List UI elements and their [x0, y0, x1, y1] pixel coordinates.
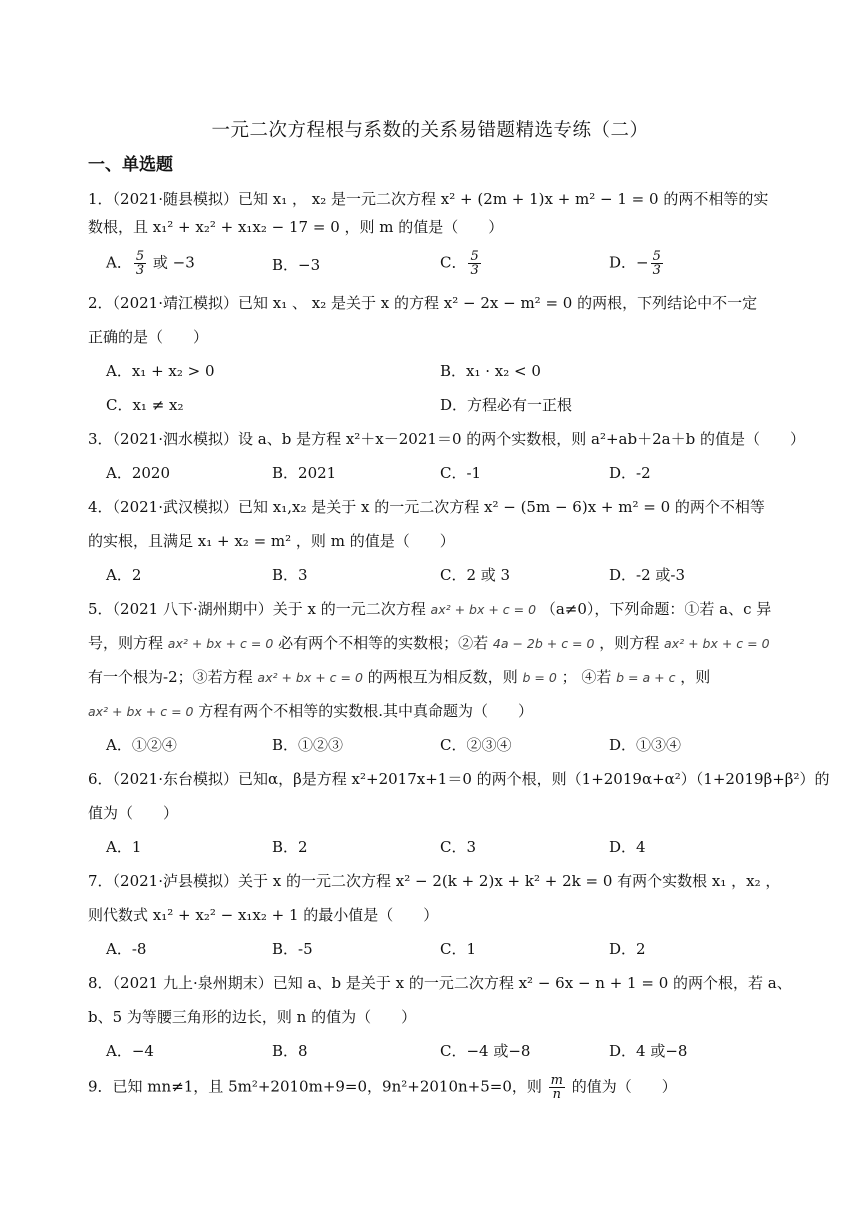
question-3-option-b[interactable]: B．2021 — [272, 464, 337, 482]
question-6-option-a[interactable]: A．1 — [106, 838, 142, 856]
fraction: $\frac{m}{n}$ — [550, 1073, 563, 1102]
question-4-option-d[interactable]: D．-2 或-3 — [609, 566, 686, 584]
question-4-option-a[interactable]: A．2 — [106, 566, 142, 584]
question-8-line-2: b、5 为等腰三角形的边长，则 n 的值为（ ） — [88, 1008, 417, 1026]
fraction: $\frac{5}{3}$ — [470, 249, 479, 278]
question-5-option-b[interactable]: B．①②③ — [272, 736, 344, 754]
question-8-option-b[interactable]: B．8 — [272, 1042, 308, 1060]
question-5-line-1: 5．（2021 八下·湖州期中）关于 x 的一元二次方程 ax² + bx + c = 0 （a≠0），下列命题：①若 a、c 异 — [88, 600, 772, 618]
question-6-option-d[interactable]: D．4 — [609, 838, 646, 856]
question-7-option-a[interactable]: A．-8 — [106, 940, 147, 958]
question-3-option-c[interactable]: C．-1 — [440, 464, 482, 482]
question-1-option-d[interactable]: D．− $\frac{5}{3}$ — [609, 249, 661, 278]
question-2-option-b[interactable]: B．x₁ · x₂ < 0 — [440, 362, 541, 380]
fraction: $\frac{5}{3}$ — [135, 249, 145, 278]
question-1-line-1: 1．（2021·随县模拟）已知 x₁ ， x₂ 是一元二次方程 x² + (2m + 1)x + m² − 1 = 0 的两不相等的实 — [88, 190, 769, 208]
question-5-option-a[interactable]: A．①②④ — [106, 736, 177, 754]
question-6-option-c[interactable]: C．3 — [440, 838, 477, 856]
question-8-option-c[interactable]: C．−4 或−8 — [440, 1042, 531, 1060]
question-7-line-1: 7．（2021·泸县模拟）关于 x 的一元二次方程 x² − 2(k + 2)x + k² + 2k = 0 有两个实数根 x₁ ，x₂ ， — [88, 872, 781, 890]
question-4-option-b[interactable]: B．3 — [272, 566, 308, 584]
question-5-line-2: 号，则方程 ax² + bx + c = 0 必有两个不相等的实数根；②若 4a − 2b + c = 0 ，则方程 ax² + bx + c = 0 — [88, 634, 770, 652]
question-4-option-c[interactable]: C．2 或 3 — [440, 566, 511, 584]
page-title: 一元二次方程根与系数的关系易错题精选专练（二） — [211, 120, 649, 141]
equation-image: ax² + bx + c = 0 — [257, 670, 363, 685]
question-2-line-2: 正确的是（ ） — [88, 328, 209, 346]
question-7-option-d[interactable]: D．2 — [609, 940, 646, 958]
question-4-line-2: 的实根，且满足 x₁ + x₂ = m² ，则 m 的值是（ ） — [88, 532, 455, 550]
question-5-option-c[interactable]: C．②③④ — [440, 736, 512, 754]
question-9-line-1: 9．已知 mn≠1，且 5m²+2010m+9=0，9n²+2010n+5=0，则 $\frac{m}{n}$ 的值为（ ） — [88, 1073, 677, 1102]
question-8-line-1: 8．（2021 九上·泉州期末）已知 a、b 是关于 x 的一元二次方程 x² − 6x − n + 1 = 0 的两个根，若 a、 — [88, 974, 792, 992]
question-7-option-b[interactable]: B．-5 — [272, 940, 313, 958]
question-1-option-c[interactable]: C． $\frac{5}{3}$ — [440, 249, 479, 278]
question-8-option-a[interactable]: A．−4 — [106, 1042, 154, 1060]
question-8-option-d[interactable]: D．4 或−8 — [609, 1042, 688, 1060]
question-5-option-d[interactable]: D．①③④ — [609, 736, 682, 754]
question-2-option-d[interactable]: D．方程必有一正根 — [440, 396, 573, 414]
equation-image: ax² + bx + c = 0 — [430, 602, 537, 617]
question-6-option-b[interactable]: B．2 — [272, 838, 308, 856]
fraction: $\frac{5}{3}$ — [652, 249, 661, 278]
question-3-line-1: 3．（2021·泗水模拟）设 a、b 是方程 x²＋x－2021＝0 的两个实数根，则 a²+ab＋2a＋b 的值是（ ） — [88, 430, 805, 448]
question-1-option-a[interactable]: A． $\frac{5}{3}$ 或 −3 — [106, 249, 195, 278]
equation-image: 4a − 2b + c = 0 — [492, 636, 595, 651]
equation-image: ax² + bx + c = 0 — [88, 704, 194, 719]
question-2-option-a[interactable]: A．x₁ + x₂ > 0 — [106, 362, 215, 380]
equation-image: b = 0 — [522, 670, 557, 685]
question-5-line-3: 有一个根为-2；③若方程 ax² + bx + c = 0 的两根互为相反数，则 b = 0 ； ④若 b = a + c ，则 — [88, 668, 711, 686]
question-6-line-1: 6．（2021·东台模拟）已知α，β是方程 x²+2017x+1＝0 的两个根，则（1+2019α+α²）（1+2019β+β²）的 — [88, 770, 830, 788]
question-6-line-2: 值为（ ） — [88, 804, 179, 822]
question-4-line-1: 4．（2021·武汉模拟）已知 x₁,x₂ 是关于 x 的一元二次方程 x² − (5m − 6)x + m² = 0 的两个不相等 — [88, 498, 765, 516]
equation-image: ax² + bx + c = 0 — [167, 636, 274, 651]
question-3-option-a[interactable]: A．2020 — [106, 464, 171, 482]
question-2-line-1: 2．（2021·靖江模拟）已知 x₁ 、 x₂ 是关于 x 的方程 x² − 2x − m² = 0 的两根，下列结论中不一定 — [88, 294, 758, 312]
equation-image: b = a + c — [616, 670, 676, 685]
question-5-line-4: ax² + bx + c = 0 方程有两个不相等的实数根.其中真命题为（ ） — [88, 702, 534, 720]
question-2-option-c[interactable]: C．x₁ ≠ x₂ — [106, 396, 184, 414]
question-1-line-2: 数根，且 x₁² + x₂² + x₁x₂ − 17 = 0 ，则 m 的值是（ ） — [88, 218, 504, 236]
equation-image: ax² + bx + c = 0 — [664, 636, 770, 651]
question-7-option-c[interactable]: C．1 — [440, 940, 477, 958]
question-3-option-d[interactable]: D．-2 — [609, 464, 651, 482]
section-heading: 一、单选题 — [88, 155, 173, 175]
question-1-option-b[interactable]: B．−3 — [272, 256, 321, 274]
question-7-line-2: 则代数式 x₁² + x₂² − x₁x₂ + 1 的最小值是（ ） — [88, 906, 439, 924]
